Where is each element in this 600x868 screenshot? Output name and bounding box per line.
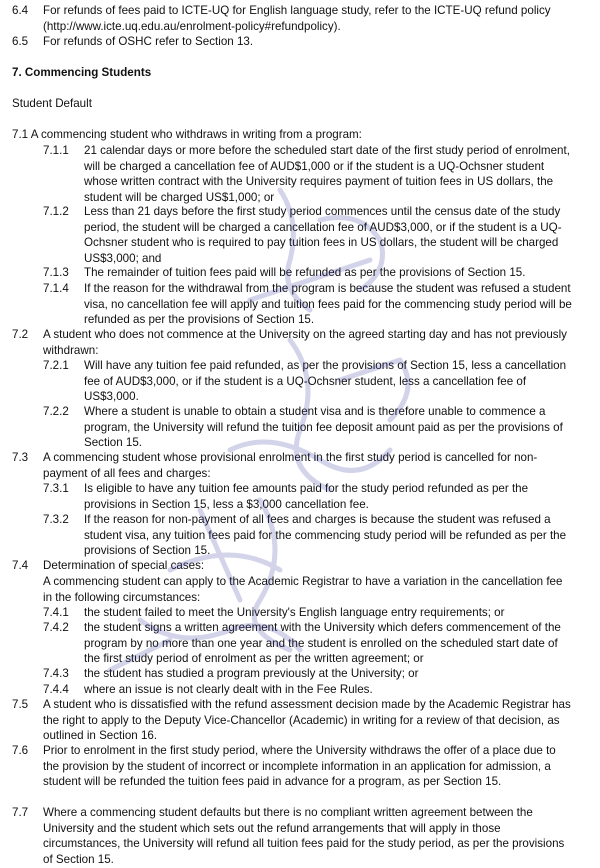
clause-text: where an issue is not clearly dealt with in the Fee Rules. bbox=[84, 683, 373, 696]
clause-number: 7.1.3 bbox=[43, 266, 69, 279]
clause-number: 7.2 bbox=[12, 328, 29, 341]
clause-text: If the reason for the withdrawal from the program is because the student was refused a student visa, no cancellation fee will apply and tuition fees paid for the commencing study period will be refunded as per the provisions of Section 15. bbox=[84, 282, 572, 326]
clause-number: 7.4 bbox=[12, 559, 29, 572]
clause-number: 7.4.3 bbox=[43, 667, 69, 680]
clause-text: If the reason for non-payment of all fees and charges is because the student was refused a student visa, any tuition fees paid for the commencing study period will be refunded as per the provisions of Section 15. bbox=[84, 513, 567, 557]
clause-text: A student who is dissatisfied with the refund assessment decision made by the Academic Registrar has the right to apply to the Deputy Vice-Chancellor (Academic) in writing for a review of that decision, as outlined in Section 16. bbox=[43, 698, 571, 742]
clause-number: 7.1.2 bbox=[43, 205, 69, 218]
clause-number: 7.4.4 bbox=[43, 683, 69, 696]
clause-number: 7.2.1 bbox=[43, 359, 69, 372]
clause-text: 21 calendar days or more before the scheduled start date of the first study period of enrolment, will be charged a cancellation fee of AUD$1,000 or if the student is a UQ-Ochsner student whose written contract with the University requires payment of tuition fees in US dollars, the student will be charged US$1,000; or bbox=[84, 144, 570, 204]
clause-number: 7.2.2 bbox=[43, 405, 69, 418]
subheading: Student Default bbox=[12, 97, 92, 110]
clause-text: For refunds of fees paid to ICTE-UQ for English language study, refer to the ICTE-UQ refund policy (http://www.icte.uq.edu.au/enrolment-policy#refundpolicy). bbox=[43, 4, 551, 33]
clause-text: The remainder of tuition fees paid will be refunded as per the provisions of Section 15. bbox=[84, 266, 526, 279]
clause-number: 6.5 bbox=[12, 35, 29, 48]
clause-text: Prior to enrolment in the first study period, where the University withdraws the offer of a place due to the provision by the student of incorrect or incomplete information in an application for admission, a student will be refunded the tuition fees paid in advance for a program, as per Section 15. bbox=[43, 744, 556, 788]
clause-text: Will have any tuition fee paid refunded, as per the provisions of Section 15, less a cancellation fee of AUD$3,000, or if the student is a UQ-Ochsner student, less a cancellation fee of US$3,000. bbox=[84, 359, 567, 403]
clause-text: Where a student is unable to obtain a student visa and is therefore unable to commence a program, the University will refund the tuition fee deposit amount paid as per the provisions of Section 15. bbox=[84, 405, 563, 449]
clause-text: Where a commencing student defaults but there is no compliant written agreement between the University and the student which sets out the refund arrangements that will apply in those circumstances, the University will refund all tuition fees paid for the study period, as per the provisions of Section 15. bbox=[43, 806, 565, 866]
section-heading: 7. Commencing Students bbox=[12, 66, 152, 79]
clause-number: 7.6 bbox=[12, 744, 29, 757]
clause-text: A student who does not commence at the University on the agreed starting day and has not previously withdrawn: bbox=[43, 328, 567, 357]
clause-number: 6.4 bbox=[12, 4, 29, 17]
clause-number: 7.1.1 bbox=[43, 144, 69, 157]
clause-7-1-lead: 7.1 A commencing student who withdraws in writing from a program: bbox=[12, 128, 362, 141]
clause-text: For refunds of OSHC refer to Section 13. bbox=[43, 35, 254, 48]
clause-number: 7.3.1 bbox=[43, 482, 69, 495]
clause-number: 7.3.2 bbox=[43, 513, 69, 526]
clause-number: 7.1.4 bbox=[43, 282, 69, 295]
clause-number: 7.4.1 bbox=[43, 606, 69, 619]
clause-text: the student signs a written agreement with the University which defers commencement of the program by no more than one year and the student is enrolled on the scheduled start date of the first study period of enrolment as per the written agreement; or bbox=[84, 621, 561, 665]
clause-text: A commencing student can apply to the Academic Registrar to have a variation in the cancellation fee in the following circumstances: bbox=[43, 575, 563, 604]
clause-text: A commencing student whose provisional enrolment in the first study period is cancelled for non-payment of all fees and charges: bbox=[43, 451, 538, 480]
clause-text: Less than 21 days before the first study period commences until the census date of the study period, the student will be charged a cancellation fee of AUD$3,000, or if the student is a UQ-Ochsner student who is required to pay tuition fees in US dollars, the student will be charged US$3,000; and bbox=[84, 205, 562, 265]
clause-number: 7.4.2 bbox=[43, 621, 69, 634]
clause-number: 7.7 bbox=[12, 806, 29, 819]
clause-text: Is eligible to have any tuition fee amounts paid for the study period refunded as per the provisions in Section 15, less a $3,000 cancellation fee. bbox=[84, 482, 529, 511]
clause-text: the student failed to meet the University's English language entry requirements; or bbox=[84, 606, 505, 619]
clause-title: Determination of special cases: bbox=[43, 559, 205, 572]
clause-number: 7.3 bbox=[12, 451, 29, 464]
clause-number: 7.5 bbox=[12, 698, 29, 711]
clause-text: the student has studied a program previously at the University; or bbox=[84, 667, 419, 680]
